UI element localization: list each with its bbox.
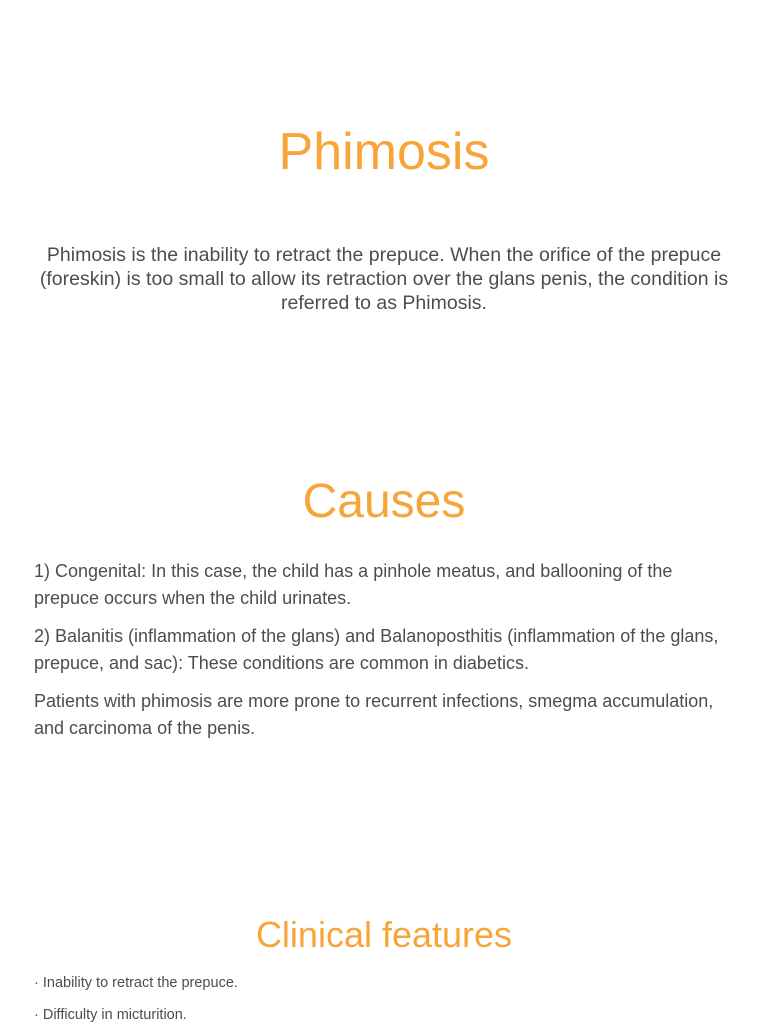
page-title: Phimosis <box>278 123 490 181</box>
clinical-feature-item: · Inability to retract the prepuce. <box>34 975 238 991</box>
causes-heading: Causes <box>302 475 466 528</box>
cause-congenital-paragraph: 1) Congenital: In this case, the child has a pinhole meatus, and ballooning of the prepuce occurs when the child urinates. <box>34 561 673 608</box>
complications-paragraph: Patients with phimosis are more prone to recurrent infections, smegma accumulation, and carcinoma of the penis. <box>34 691 714 738</box>
clinical-features-heading: Clinical features <box>255 914 513 955</box>
clinical-feature-item: · Difficulty in micturition. <box>34 1007 187 1023</box>
cause-balanitis-paragraph: 2) Balanitis (inflammation of the glans) and Balanoposthitis (inflammation of the glans, prepuce, and sac): These conditions are common in diabetics. <box>34 626 719 673</box>
intro-paragraph: Phimosis is the inability to retract the prepuce. When the orifice of the prepuce (foreskin) is too small to allow its retraction over the glans penis, the condition is referred to as Phimosis. <box>39 244 729 314</box>
